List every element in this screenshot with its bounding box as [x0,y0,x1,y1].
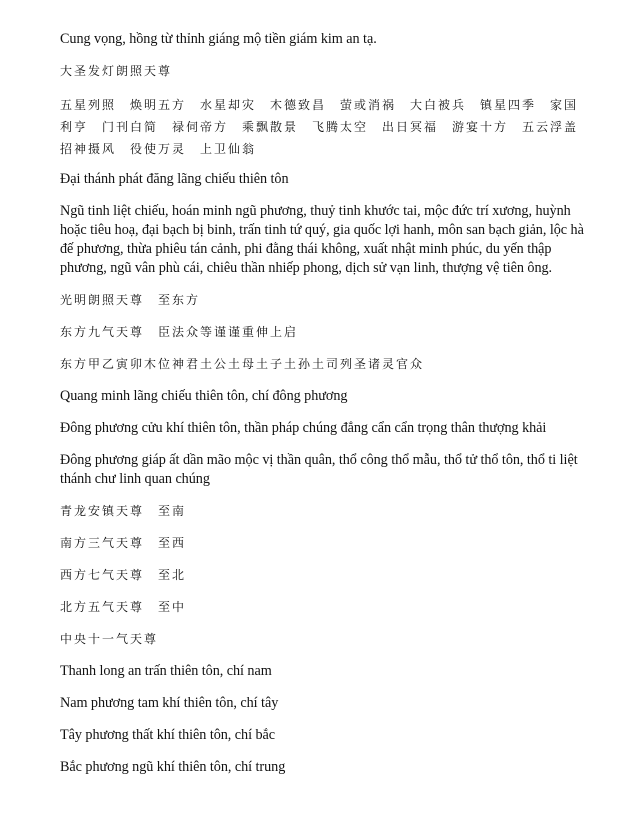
chinese-line: 东方甲乙寅卯木位神君土公土母土子土孙土司列圣诸灵官众 [60,357,425,371]
chinese-line: 南方三气天尊 至西 [60,536,187,550]
chinese-line: 西方七气天尊 至北 [60,568,187,582]
vietnamese-line: Đông phương giáp ất dần mão mộc vị thần quân, thổ công thổ mẫu, thổ tử thổ tôn, thổ ti liệt thánh chư linh quan chúng [60,452,578,487]
vietnamese-line: Thanh long an trấn thiên tôn, chí nam [60,663,272,679]
document-page [60,30,593,790]
chinese-line: 北方五气天尊 至中 [60,600,187,614]
vietnamese-line: Cung vọng, hồng từ thỉnh giáng mộ tiền giám kim an tạ. [60,31,377,47]
chinese-title: 大圣发灯朗照天尊 [60,64,173,78]
vietnamese-line: Tây phương thất khí thiên tôn, chí bắc [60,727,276,743]
vietnamese-line: Nam phương tam khí thiên tôn, chí tây [60,695,279,711]
vietnamese-line: Đông phương cửu khí thiên tôn, thần pháp chúng đẳng cẩn cẩn trọng thân thượng khải [60,420,547,436]
vietnamese-line: Quang minh lãng chiếu thiên tôn, chí đông phương [60,388,348,404]
vietnamese-verse-translation: Ngũ tinh liệt chiếu, hoán minh ngũ phương, thuỷ tinh khước tai, mộc đức trí xương, huỳnh hoặc tiêu hoạ, đại bạch bị binh, trấn tinh tứ quý, gia quốc lợi hanh, môn san bạch giản, lộc hà đế phương, thừa phiêu tán cảnh, phi đằng thái không, xuất nhật minh phúc, du yến thập phương, ngũ vân phù cái, chiêu thần nhiếp phong, dịch sử vạn linh, thượng vệ tiên ông. [60,203,584,276]
vietnamese-line: Bắc phương ngũ khí thiên tôn, chí trung [60,759,286,775]
vietnamese-title: Đại thánh phát đăng lãng chiếu thiên tôn [60,171,289,187]
chinese-line: 光明朗照天尊 至东方 [60,293,201,307]
chinese-verse-block: 五星列照 焕明五方 水星却灾 木德致昌 萤或消祸 大白被兵 镇星四季 家国利亨 门刊白简 禄伺帝方 乘飘散景 飞腾太空 出日冥福 游宴十方 五云浮盖 招神摄风 役使万灵 上卫仙翁 [60,98,593,156]
chinese-line: 青龙安镇天尊 至南 [60,504,187,518]
chinese-line: 东方九气天尊 臣法众等谨谨重伸上启 [60,325,299,339]
chinese-line: 中央十一气天尊 [60,632,159,646]
